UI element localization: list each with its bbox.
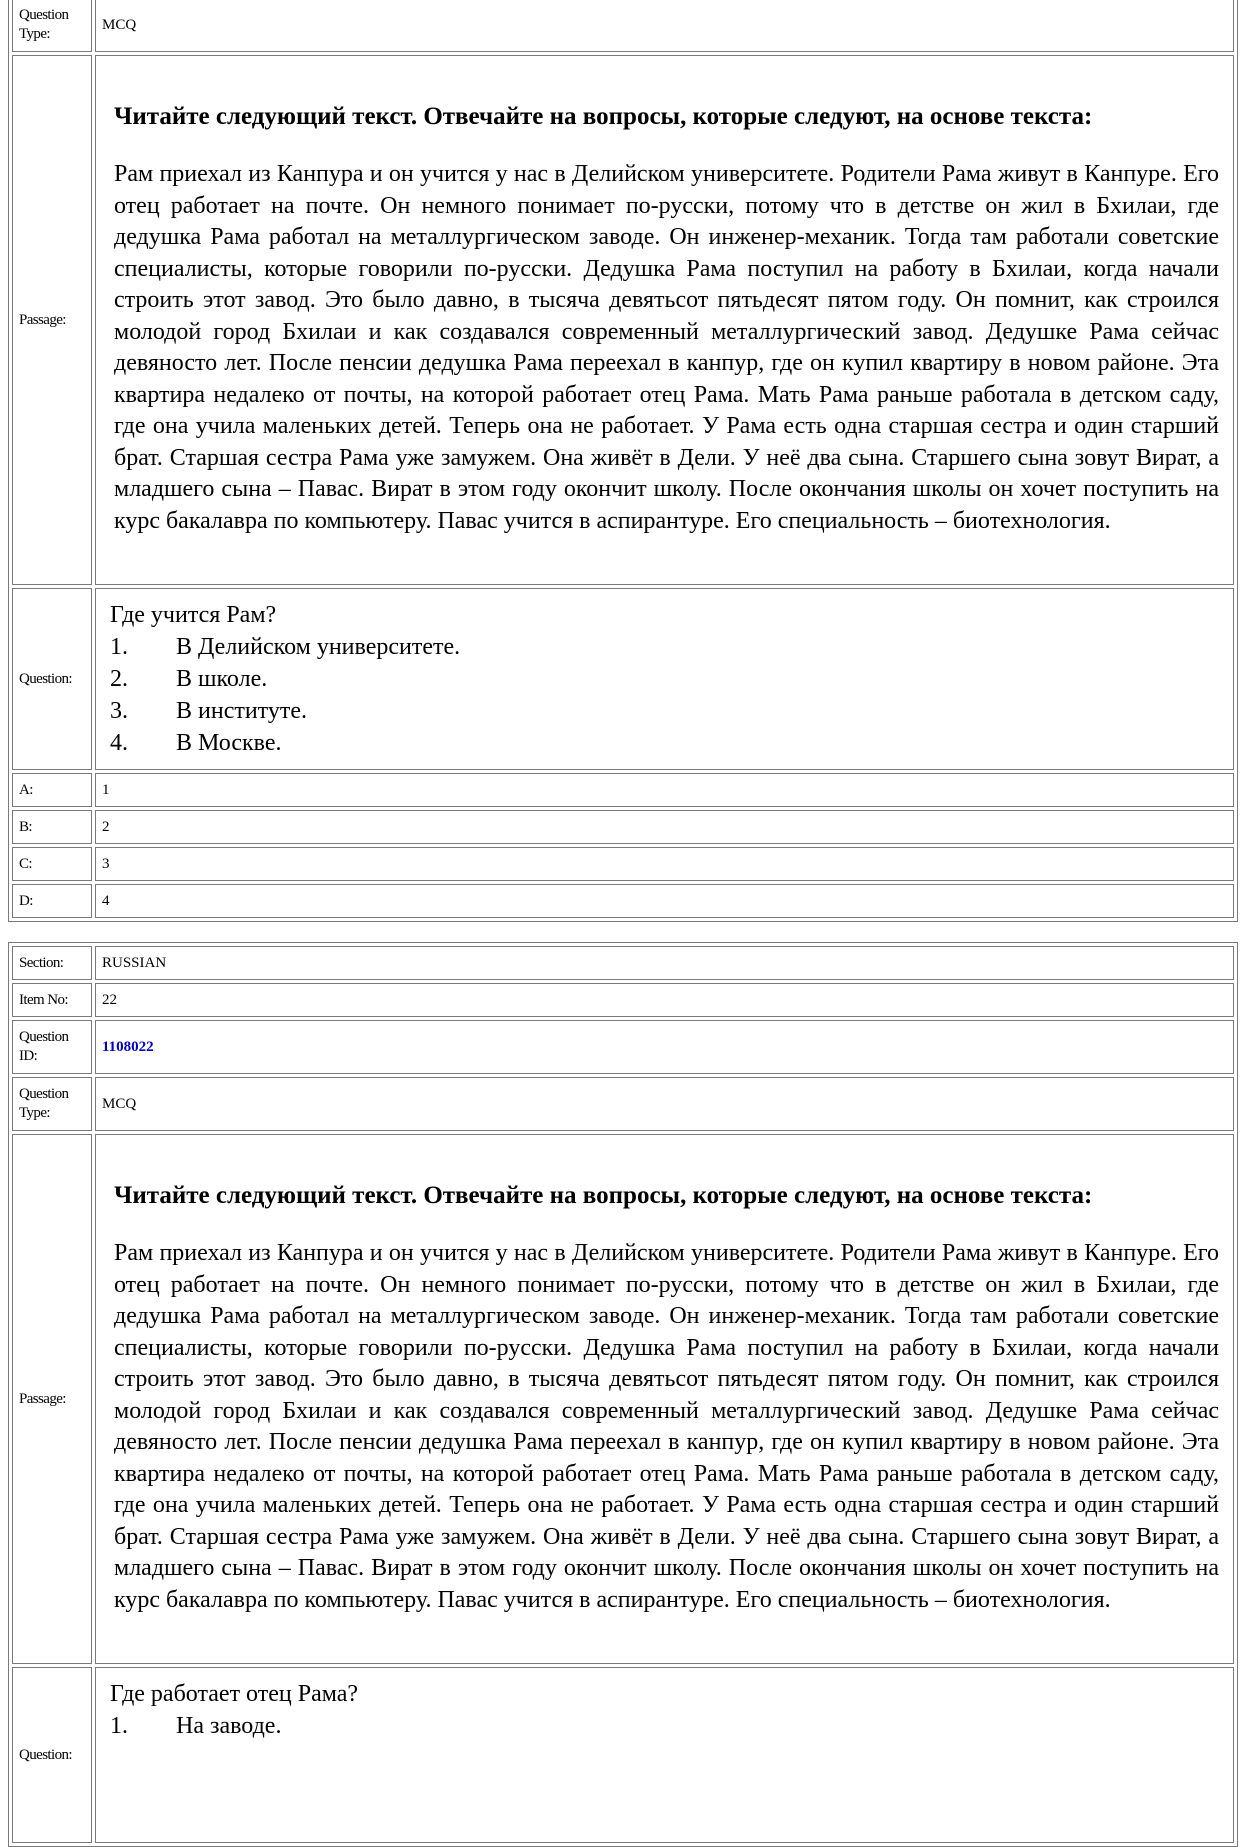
passage-heading: Читайте следующий текст. Отвечайте на вопросы, которые следуют, на основе текста: xyxy=(114,103,1093,130)
row-item-no xyxy=(12,983,1234,1017)
option-number: 4. xyxy=(110,730,128,756)
passage-label: Passage: xyxy=(12,55,92,585)
question-id-label: Question ID: xyxy=(12,1020,92,1074)
passage-content xyxy=(95,1134,1234,1664)
option-text: На заводе. xyxy=(176,1713,282,1739)
row-passage xyxy=(12,1134,1234,1664)
question-id-cell xyxy=(95,1020,1234,1074)
option-1 xyxy=(110,1710,1223,1742)
passage-body: Рам приехал из Канпура и он учится у нас в Делийском университете. Родители Рама живут в Канпуре. Его отец работает на почте. Он немного понимает по-русски, потому что в детстве он жил в Бхилаи, где дедушка Рама работал на металлургическом заводе. Он инженер-механик. Тогда там работали советские специалисты, которые говорили по-русски. Дедушка Рама поступил на работу в Бхилаи, когда начали строить этот завод. Это было давно, в тысяча девятьсот пятьдесят пятом году. Он помнит, как строился молодой город Бхилаи и как создавался современный металлургический завод. Дедушке Рама сейчас девяносто лет. После пенсии дедушка Рама переехал в канпур, где он купил квартиру в новом районе. Эта квартира недалеко от почты, на которой работает отец Рама. Мать Рама раньше работала в детском саду, где она учила маленьких детей. Теперь она не работает. У Рама есть одна старшая сестра и один старший брат. Старшая сестра Рама уже замужем. Она живёт в Дели. У неё два сына. Старшего сына зовут Вират, а младшего сына – Павас. Вират в этом году окончит школу. После окончания школы он хочет поступить на курс бакалавра по компьютеру. Павас учится в аспирантуре. Его специальность – биотехнология. xyxy=(114,1240,1219,1613)
passage-heading: Читайте следующий текст. Отвечайте на вопросы, которые следуют, на основе текста: xyxy=(114,1182,1093,1209)
question-stem: Где работает отец Рама? xyxy=(110,1681,359,1707)
question-stem: Где учится Рам? xyxy=(110,602,277,628)
item-no-label: Item No: xyxy=(12,983,92,1017)
row-question xyxy=(12,588,1234,770)
question-label: Question: xyxy=(12,1667,92,1843)
option-2 xyxy=(110,663,1223,695)
option-1 xyxy=(110,631,1223,663)
question-id-value: 1108022 xyxy=(102,1038,154,1055)
answer-b-value: 2 xyxy=(95,810,1234,844)
question-type-label: Question Type: xyxy=(12,1077,92,1131)
row-passage xyxy=(12,55,1234,585)
option-number: 1. xyxy=(110,1713,128,1739)
option-4 xyxy=(110,727,1223,759)
option-text: В Москве. xyxy=(176,730,282,756)
question-type-label: Question Type: xyxy=(12,0,92,52)
option-number: 1. xyxy=(110,634,128,660)
question-label: Question: xyxy=(12,588,92,770)
row-section xyxy=(12,946,1234,980)
question-content xyxy=(95,1667,1234,1843)
row-question-type xyxy=(12,1077,1234,1131)
row-answer-b xyxy=(12,810,1234,844)
row-question xyxy=(12,1667,1234,1843)
option-number: 3. xyxy=(110,698,128,724)
answer-b-label: B: xyxy=(12,810,92,844)
item-no-value: 22 xyxy=(95,983,1234,1017)
passage-content xyxy=(95,55,1234,585)
row-answer-d xyxy=(12,884,1234,918)
row-answer-c xyxy=(12,847,1234,881)
answer-c-value: 3 xyxy=(95,847,1234,881)
answer-d-label: D: xyxy=(12,884,92,918)
option-text: В Делийском университете. xyxy=(176,634,461,660)
option-3 xyxy=(110,695,1223,727)
question-type-value: MCQ xyxy=(95,1077,1234,1131)
passage-label: Passage: xyxy=(12,1134,92,1664)
row-answer-a xyxy=(12,773,1234,807)
answer-c-label: C: xyxy=(12,847,92,881)
section-value: RUSSIAN xyxy=(95,946,1234,980)
row-question-id xyxy=(12,1020,1234,1074)
question-content xyxy=(95,588,1234,770)
answer-a-value: 1 xyxy=(95,773,1234,807)
section-label: Section: xyxy=(12,946,92,980)
passage-body: Рам приехал из Канпура и он учится у нас в Делийском университете. Родители Рама живут в Канпуре. Его отец работает на почте. Он немного понимает по-русски, потому что в детстве он жил в Бхилаи, где дедушка Рама работал на металлургическом заводе. Он инженер-механик. Тогда там работали советские специалисты, которые говорили по-русски. Дедушка Рама поступил на работу в Бхилаи, когда начали строить этот завод. Это было давно, в тысяча девятьсот пятьдесят пятом году. Он помнит, как строился молодой город Бхилаи и как создавался современный металлургический завод. Дедушке Рама сейчас девяносто лет. После пенсии дедушка Рама переехал в канпур, где он купил квартиру в новом районе. Эта квартира недалеко от почты, на которой работает отец Рама. Мать Рама раньше работала в детском саду, где она учила маленьких детей. Теперь она не работает. У Рама есть одна старшая сестра и один старший брат. Старшая сестра Рама уже замужем. Она живёт в Дели. У неё два сына. Старшего сына зовут Вират, а младшего сына – Павас. Вират в этом году окончит школу. После окончания школы он хочет поступить на курс бакалавра по компьютеру. Павас учится в аспирантуре. Его специальность – биотехнология. xyxy=(114,161,1219,534)
option-text: В школе. xyxy=(176,666,268,692)
question-type-value: MCQ xyxy=(95,0,1234,52)
answer-a-label: A: xyxy=(12,773,92,807)
row-question-type xyxy=(12,0,1234,52)
question-item-2 xyxy=(8,942,1238,1847)
answer-d-value: 4 xyxy=(95,884,1234,918)
option-number: 2. xyxy=(110,666,128,692)
option-text: В институте. xyxy=(176,698,307,724)
question-item-1 xyxy=(8,0,1238,922)
